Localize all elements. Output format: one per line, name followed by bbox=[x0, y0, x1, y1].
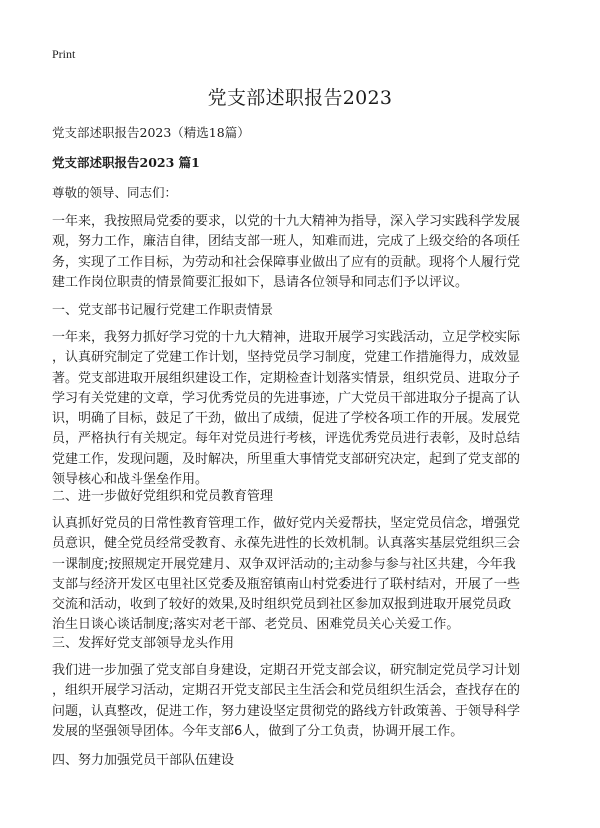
paragraph-line: ，认真研究制定了党建工作计划，坚持党员学习制度，党建工作措施得力，成效显 bbox=[52, 350, 521, 366]
section-heading-1: 一、党支部书记履行党建工作职责情景 bbox=[52, 303, 274, 318]
body-paragraph-1 bbox=[52, 212, 548, 293]
print-link[interactable]: Print bbox=[52, 47, 76, 61]
section-heading-2: 二、进一步做好党组织和党员教育管理 bbox=[52, 489, 274, 504]
section-title: 党支部述职报告2023 篇1 bbox=[52, 155, 200, 170]
paragraph-line: 发展的坚强领导团体。今年支部6人，做到了分工负责，协调开展工作。 bbox=[52, 723, 464, 739]
paragraph-line: 一课制度;按照规定开展党建月、双争双评活动的;主动参与参与社区共建，今年我 bbox=[52, 556, 516, 572]
paragraph-line: 建工作岗位职责的情景简要汇报如下，恳请各位领导和同志们予以评议。 bbox=[52, 274, 469, 290]
body-paragraph-2 bbox=[52, 328, 548, 490]
document-subtitle: 党支部述职报告2023（精选18篇） bbox=[52, 125, 250, 140]
body-paragraph-4 bbox=[52, 661, 548, 742]
paragraph-line: 支部与经济开发区屯里社区党委及瓶窑镇南山村党委进行了联村结对，开展了一些 bbox=[52, 576, 521, 592]
body-paragraph-3 bbox=[52, 514, 548, 636]
paragraph-line: 认真抓好党员的日常性教育管理工作，做好党内关爱帮扶，坚定党员信念，增强党 bbox=[52, 516, 521, 531]
page-title: 党支部述职报告2023 bbox=[207, 87, 393, 109]
paragraph-line: 员意识，健全党员经常受教育、永葆先进性的长效机制。认真落实基层党组织三会 bbox=[52, 536, 521, 552]
greeting-line: 尊敬的领导、同志们： bbox=[52, 185, 178, 200]
paragraph-line: 问题，认真整改，促进工作，努力建设坚定贯彻党的路线方针政策善、于领导科学 bbox=[52, 703, 521, 719]
section-heading-3: 三、发挥好党支部领导龙头作用 bbox=[52, 636, 235, 651]
paragraph-line: 我们进一步加强了党支部自身建设，定期召开党支部会议，研究制定党员学习计划 bbox=[52, 663, 521, 678]
paragraph-line: 一年来，我努力抓好学习党的十九大精神，进取开展学习实践活动，立足学校实际 bbox=[52, 330, 521, 345]
paragraph-line: 学习有关党建的文章，学习优秀党员的先进事迹，广大党员干部进取分子提高了认 bbox=[52, 390, 521, 406]
section-heading-4: 四、努力加强党员干部队伍建设 bbox=[52, 753, 235, 768]
paragraph-line: 观，努力工作，廉洁自律，团结支部一班人，知难而进，完成了上级交给的各项任 bbox=[52, 234, 521, 250]
paragraph-line: 领导核心和战斗堡垒作用。 bbox=[52, 472, 209, 488]
paragraph-line: 著。党支部进取开展组织建设工作，定期检查计划落实情景，组织党员、进取分子 bbox=[52, 370, 521, 386]
paragraph-line: 识，明确了目标，鼓足了干劲，做出了成绩，促进了学校各项工作的开展。发展党 bbox=[52, 411, 521, 427]
paragraph-line: 一年来，我按照局党委的要求，以党的十九大精神为指导，深入学习实践科学发展 bbox=[52, 214, 521, 229]
paragraph-line: 务，实现了工作目标，为劳动和社会保障事业做出了应有的贡献。现将个人履行党 bbox=[52, 254, 521, 270]
paragraph-line: ，组织开展学习活动，定期召开党支部民主生活会和党员组织生活会，查找存在的 bbox=[52, 683, 521, 699]
paragraph-line: 治生日谈心谈话制度;落实对老干部、老党员、困难党员关心关爱工作。 bbox=[52, 617, 460, 633]
paragraph-line: 交流和活动，收到了较好的效果,及时组织党员到社区参加双报到进取开展党员政 bbox=[52, 597, 512, 613]
paragraph-line: 党建工作，发现问题，及时解决，所里重大事情党支部研究决定，起到了党支部的 bbox=[52, 451, 521, 467]
paragraph-line: 员，严格执行有关规定。每年对党员进行考核，评选优秀党员进行表彰，及时总结 bbox=[52, 431, 521, 447]
